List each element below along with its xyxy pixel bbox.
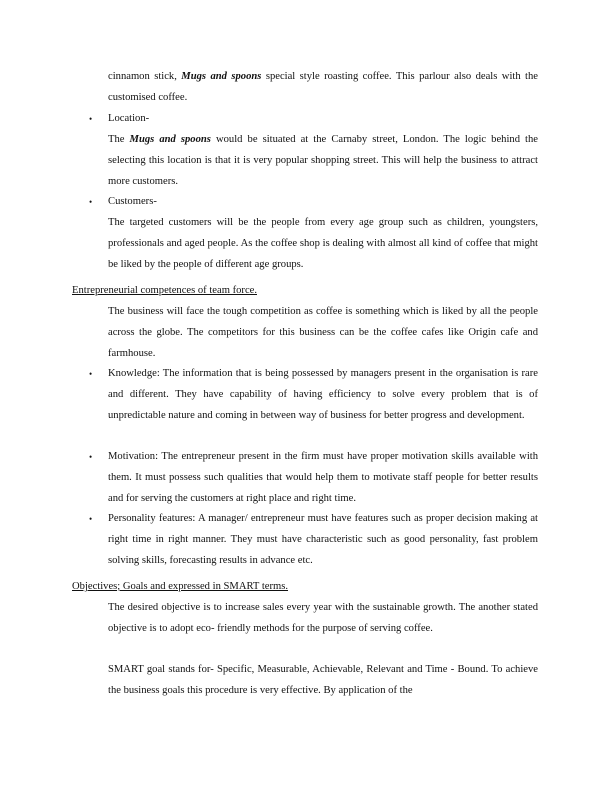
bullet-location: • bbox=[89, 114, 93, 124]
knowledge-paragraph: Knowledge: The information that is being possessed by managers present in the organisation is rare and different. They have capability of having efficiency to solve every problem that is of unpredictable nature and coming in between way of business for better progress and development. bbox=[108, 368, 538, 421]
personality-paragraph: Personality features: A manager/ entrepreneur must have features such as proper decision making at right time in right manner. They must have characteristic such as good personality, fast problem solving skills, forecasting results in advance etc. bbox=[108, 513, 538, 566]
intro-paragraph bbox=[108, 67, 538, 109]
smart-paragraph: SMART goal stands for- Specific, Measurable, Achievable, Relevant and Time - Bound. To achieve the business goals this procedure is very effective. By application of the bbox=[108, 664, 538, 696]
location-text-start: The bbox=[108, 134, 130, 145]
location-paragraph bbox=[108, 130, 538, 192]
brand-name: Mugs and spoons bbox=[129, 134, 211, 145]
customers-paragraph: The targeted customers will be the people from every age group such as children, youngsters, professionals and aged people. As the coffee shop is dealing with almost all kind of coffee that might be liked by the people of different age groups. bbox=[108, 217, 538, 270]
intro-text-start: cinnamon stick, bbox=[108, 71, 182, 82]
objectives-heading: Objectives; Goals and expressed in SMART terms. bbox=[72, 581, 289, 592]
bullet-customers: • bbox=[89, 197, 93, 207]
brand-name: Mugs and spoons bbox=[181, 71, 262, 82]
entrepreneurial-heading: Entrepreneurial competences of team force. bbox=[72, 285, 257, 296]
objectives-paragraph: The desired objective is to increase sales every year with the sustainable growth. The another stated objective is to adopt eco- friendly methods for the purpose of serving coffee. bbox=[108, 602, 538, 634]
motivation-paragraph: Motivation: The entrepreneur present in the firm must have proper motivation skills available with them. It must possess such qualities that would help them to motivate staff people for better results and for serving the customers at right place and right time. bbox=[108, 451, 538, 504]
intro-text-end: special style roasting coffee. This parlour also deals with the customised coffee. bbox=[108, 71, 538, 103]
location-text-end: would be situated at the Carnaby street, London. The logic behind the selecting this location is that it is very popular shopping street. This will help the business to attract more customers. bbox=[108, 134, 539, 187]
bullet-motivation: • bbox=[89, 452, 93, 462]
bullet-knowledge: • bbox=[89, 369, 93, 379]
bullet-personality: • bbox=[89, 514, 93, 524]
location-title: Location- bbox=[108, 113, 150, 124]
customers-title: Customers- bbox=[108, 196, 157, 207]
competition-paragraph: The business will face the tough competition as coffee is something which is liked by all the people across the globe. The competitors for this business can be the coffee cafes like Origin cafe and farmhouse. bbox=[108, 306, 538, 359]
